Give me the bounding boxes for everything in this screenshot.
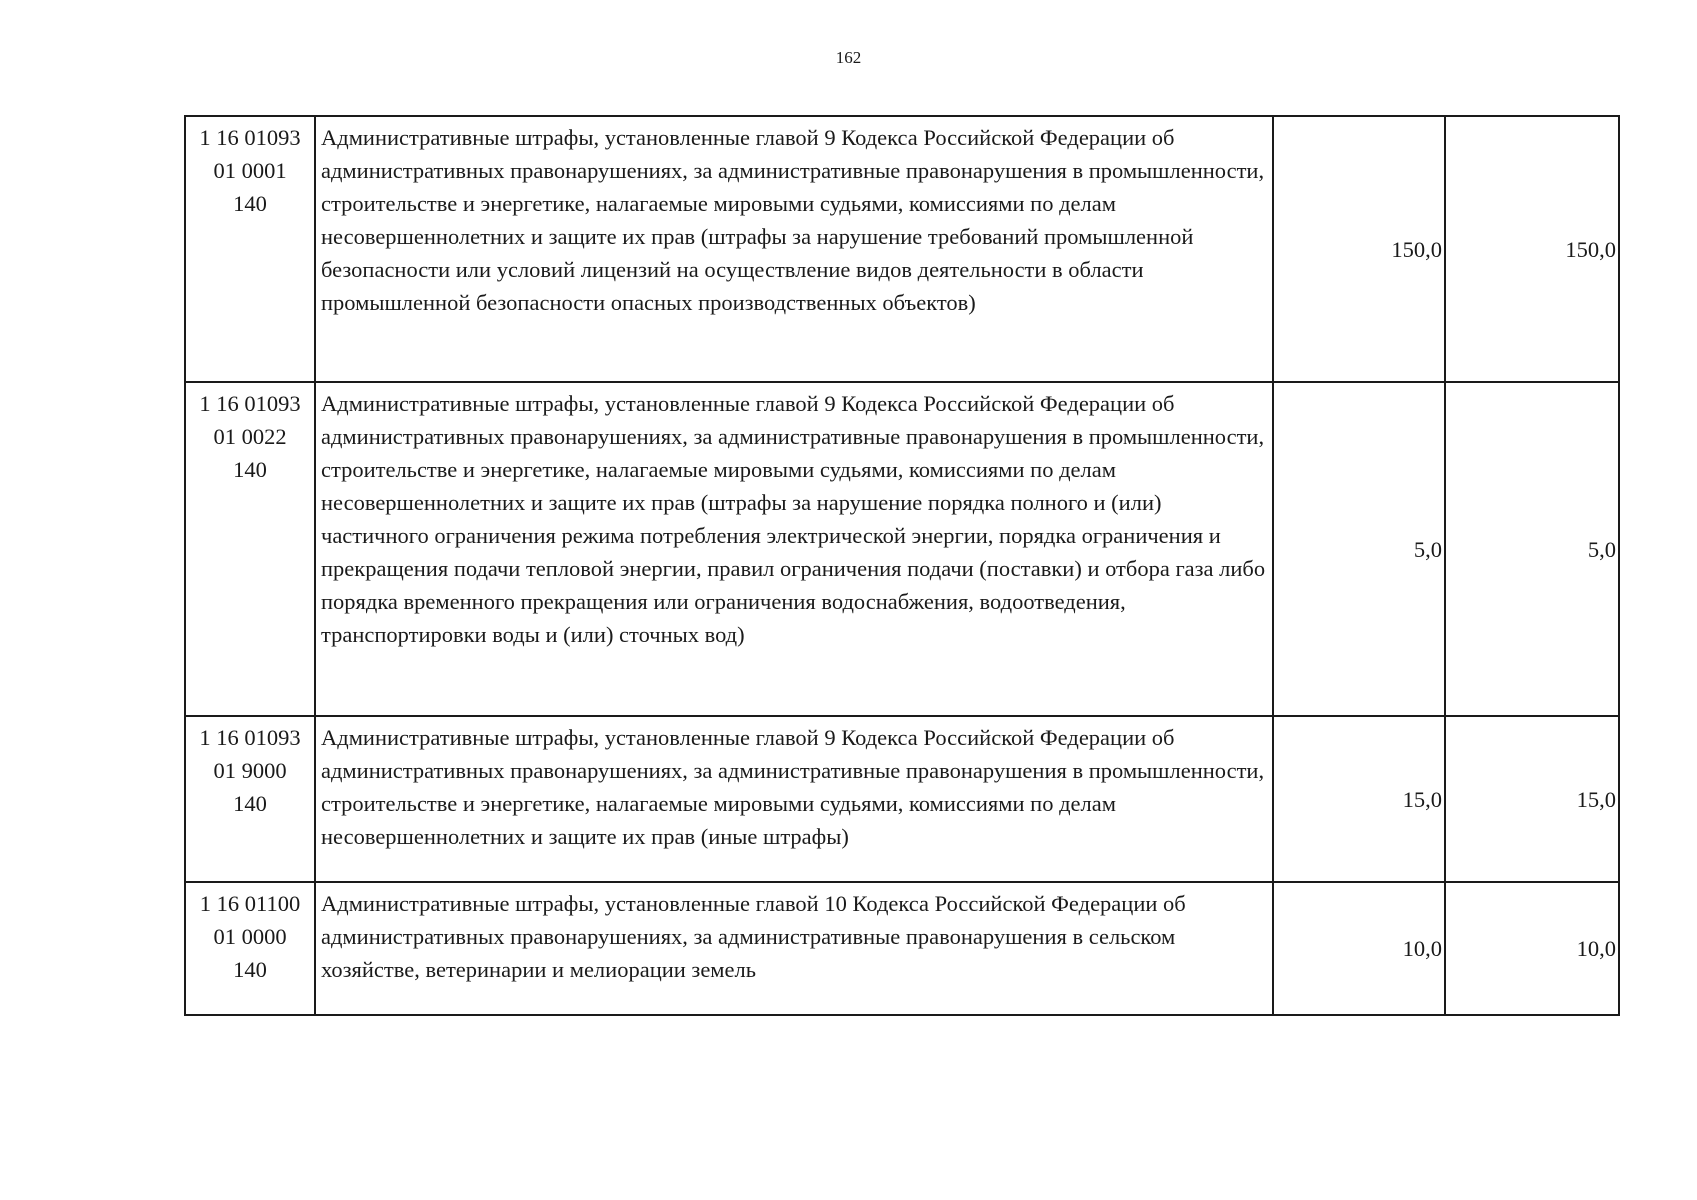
- budget-code-line: 01 9000: [213, 758, 287, 783]
- amount-cell-2: 5,0: [1445, 382, 1619, 716]
- amount-cell-1: 15,0: [1273, 716, 1445, 882]
- budget-code-line: 01 0022: [213, 424, 287, 449]
- description-cell: Административные штрафы, установленные главой 9 Кодекса Российской Федерации об административных правонарушениях, за административные правонарушения в промышленности, строительстве и энергетике, налагаемые мировыми судьями, комиссиями по делам несовершеннолетних и защите их прав (иные штрафы): [315, 716, 1273, 882]
- budget-code-line: 1 16 01093: [199, 391, 301, 416]
- budget-code-line: 140: [233, 457, 267, 482]
- budget-code-line: 140: [233, 191, 267, 216]
- description-cell: Административные штрафы, установленные главой 9 Кодекса Российской Федерации об административных правонарушениях, за административные правонарушения в промышленности, строительстве и энергетике, налагаемые мировыми судьями, комиссиями по делам несовершеннолетних и защите их прав (штрафы за нарушение порядка полного и (или) частичного ограничения режима потребления электрической энергии, порядка ограничения и прекращения подачи тепловой энергии, правил ограничения подачи (поставки) и отбора газа либо порядка временного прекращения или ограничения водоснабжения, водоотведения, транспортировки воды и (или) сточных вод): [315, 382, 1273, 716]
- budget-code-cell: [185, 716, 315, 882]
- revenue-table: [184, 115, 1620, 1016]
- budget-code-cell: [185, 882, 315, 1015]
- budget-code-line: 01 0000: [213, 924, 287, 949]
- budget-code-line: 1 16 01093: [199, 725, 301, 750]
- amount-cell-2: 15,0: [1445, 716, 1619, 882]
- table-row: [185, 716, 1619, 882]
- table-row: [185, 382, 1619, 716]
- description-cell: Административные штрафы, установленные главой 9 Кодекса Российской Федерации об административных правонарушениях, за административные правонарушения в промышленности, строительстве и энергетике, налагаемые мировыми судьями, комиссиями по делам несовершеннолетних и защите их прав (штрафы за нарушение требований промышленной безопасности или условий лицензий на осуществление видов деятельности в области промышленной безопасности опасных производственных объектов): [315, 116, 1273, 382]
- amount-cell-2: 150,0: [1445, 116, 1619, 382]
- budget-code-line: 1 16 01093: [199, 125, 301, 150]
- description-cell: Административные штрафы, установленные главой 10 Кодекса Российской Федерации об административных правонарушениях, за административные правонарушения в сельском хозяйстве, ветеринарии и мелиорации земель: [315, 882, 1273, 1015]
- budget-code-line: 140: [233, 957, 267, 982]
- budget-code-cell: [185, 382, 315, 716]
- page-number: 162: [835, 48, 862, 67]
- amount-cell-1: 5,0: [1273, 382, 1445, 716]
- budget-code-cell: [185, 116, 315, 382]
- amount-cell-2: 10,0: [1445, 882, 1619, 1015]
- budget-code-line: 1 16 01100: [199, 891, 301, 916]
- budget-code-line: 140: [233, 791, 267, 816]
- budget-code-line: 01 0001: [213, 158, 287, 183]
- amount-cell-1: 150,0: [1273, 116, 1445, 382]
- table-row: [185, 116, 1619, 382]
- amount-cell-1: 10,0: [1273, 882, 1445, 1015]
- table-row: [185, 882, 1619, 1015]
